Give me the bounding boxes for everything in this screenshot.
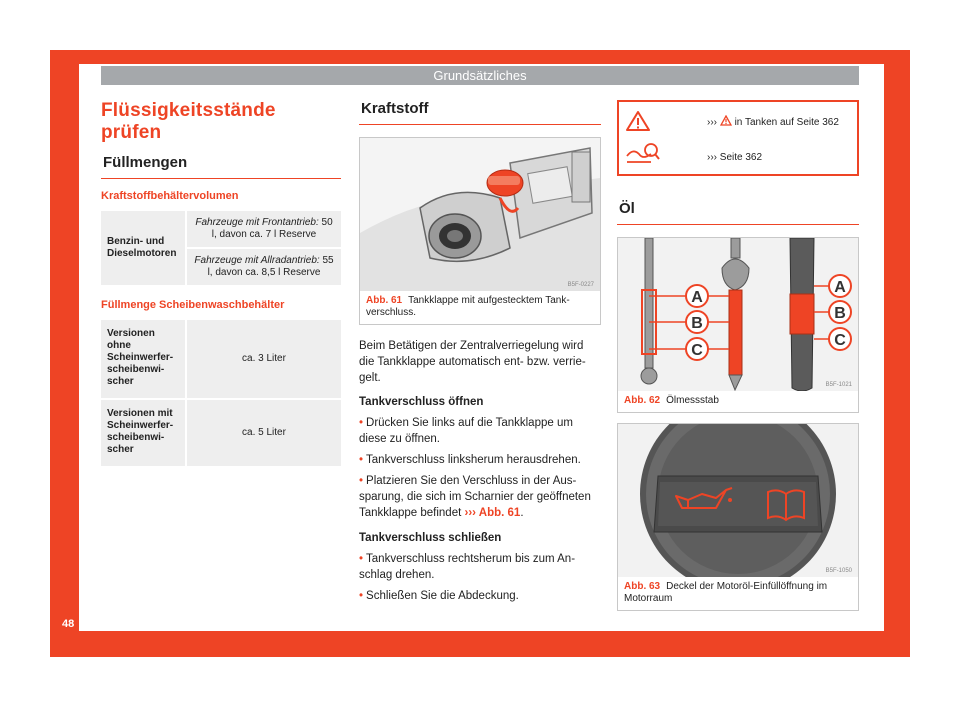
figure-caption (618, 577, 858, 610)
fuel-value-front-prefix: Fahrzeuge mit Frontantrieb: (195, 217, 319, 228)
washer-value-without: ca. 3 Liter (185, 320, 341, 398)
list-item (359, 452, 601, 468)
mark-a: A (834, 279, 846, 296)
chapter-header: Grundsätzliches (101, 66, 859, 85)
warning-reference-box (617, 100, 859, 176)
fuel-capacity-table (101, 209, 341, 287)
cross-reference-link[interactable] (464, 507, 524, 519)
fuel-table-label: Benzin- und Dieselmotoren (101, 211, 185, 285)
washer-value-with: ca. 5 Liter (185, 400, 341, 466)
page-title: Flüssigkeitsstände prüfen (101, 100, 276, 143)
bullet-text: Platzieren Sie den Verschluss in der Aus-sparung, die sich im Scharnier der geöffneten Tankklappe befindet (359, 475, 591, 519)
dipstick-image (618, 238, 858, 391)
page-number: 48 (62, 618, 75, 630)
bullet-text: Tankverschluss linksherum herausdrehen. (366, 454, 581, 466)
warning-reference-text: in Tanken auf Seite 362 (734, 117, 839, 128)
figure-caption (618, 391, 858, 412)
ref-arrow-icon: ››› (707, 152, 717, 163)
table-row (101, 400, 341, 466)
warning-reference-line[interactable] (707, 115, 839, 128)
dipstick-illustration (618, 238, 858, 391)
washer-table-title: Füllmenge Scheibenwaschbehälter (101, 299, 285, 311)
mark-b: B (834, 305, 846, 322)
figure-caption-text: Tankklappe mit aufgestecktem Tank-verschluss. (366, 295, 570, 318)
mark-a: A (691, 289, 703, 306)
environment-reference-line[interactable] (707, 152, 762, 163)
mark-c: C (691, 342, 703, 359)
washer-label-without: Versionen ohne Scheinwerfer-scheibenwi-scher (101, 320, 185, 398)
list-item (359, 473, 601, 521)
section-title-oel: Öl (617, 200, 859, 225)
washer-capacity-table (101, 318, 341, 468)
figure-caption-text: Deckel der Motoröl-Einfüllöffnung im Motorraum (624, 581, 828, 604)
figure-number: Abb. 63 (624, 581, 661, 592)
bullet-icon: • (359, 475, 364, 487)
figure-62 (617, 237, 859, 413)
column-fluids (101, 100, 341, 468)
environment-reference-text: Seite 362 (719, 152, 763, 163)
bullet-icon: • (359, 553, 364, 565)
bullet-icon: • (359, 417, 364, 429)
table-row (101, 211, 341, 247)
table-row (101, 320, 341, 398)
list-item (359, 551, 601, 583)
bullet-icon: • (359, 590, 364, 602)
oil-cap-illustration (618, 424, 858, 577)
fuel-value-awd-text: 55 l, davon ca. 8,5 l Reserve (207, 255, 334, 278)
warning-small-icon (720, 115, 732, 126)
environment-note-icon (625, 142, 661, 168)
section-title-kraftstoff: Kraftstoff (359, 100, 601, 125)
ref-arrow-icon: ››› (707, 117, 717, 128)
list-item (359, 415, 601, 447)
section-title-fuellmengen: Füllmengen (101, 154, 341, 179)
ref-arrow-icon: ››› (464, 507, 477, 519)
bullet-text: Tankverschluss rechtsherum bis zum An-schlag drehen. (359, 553, 576, 581)
subheading-close: Tankverschluss schließen (359, 532, 502, 544)
fuel-value-awd-prefix: Fahrzeuge mit Allradantrieb: (194, 255, 320, 266)
figure-code: B5F-1050 (825, 568, 852, 574)
ref-end: . (520, 507, 524, 519)
intro-paragraph: Beim Betätigen der Zentralverriegelung wird die Tankklappe automatisch ent- bzw. verrie-gelt. (359, 340, 586, 384)
ref-text: Abb. 61 (478, 507, 521, 519)
figure-number: Abb. 61 (366, 295, 403, 306)
fuel-value-front (185, 211, 341, 247)
column-fuel (359, 100, 601, 604)
oil-cap-image (618, 424, 858, 577)
fuel-table-title: Kraftstoffbehältervolumen (101, 190, 239, 202)
list-item (359, 588, 601, 604)
fuel-value-awd (185, 249, 341, 285)
figure-code: B5F-0227 (567, 282, 594, 288)
mark-b: B (691, 315, 703, 332)
fuel-flap-image (360, 138, 600, 291)
bullet-text: Drücken Sie links auf die Tankklappe um diese zu öffnen. (359, 417, 573, 445)
fuel-flap-illustration (360, 138, 600, 291)
subheading-open: Tankverschluss öffnen (359, 396, 484, 408)
figure-61 (359, 137, 601, 325)
column-oil (617, 100, 859, 611)
figure-number: Abb. 62 (624, 395, 661, 406)
figure-code: B5F-1021 (825, 382, 852, 388)
figure-caption (360, 291, 600, 324)
figure-caption-text: Ölmessstab (666, 395, 719, 406)
fuel-value-front-text: 50 l, davon ca. 7 l Reserve (211, 217, 333, 240)
bullet-icon: • (359, 454, 364, 466)
washer-label-with: Versionen mit Scheinwerfer-scheibenwi-scher (101, 400, 185, 466)
figure-63 (617, 423, 859, 611)
mark-c: C (834, 332, 846, 349)
bullet-text: Schließen Sie die Abdeckung. (366, 590, 519, 602)
warning-triangle-icon (625, 110, 651, 132)
